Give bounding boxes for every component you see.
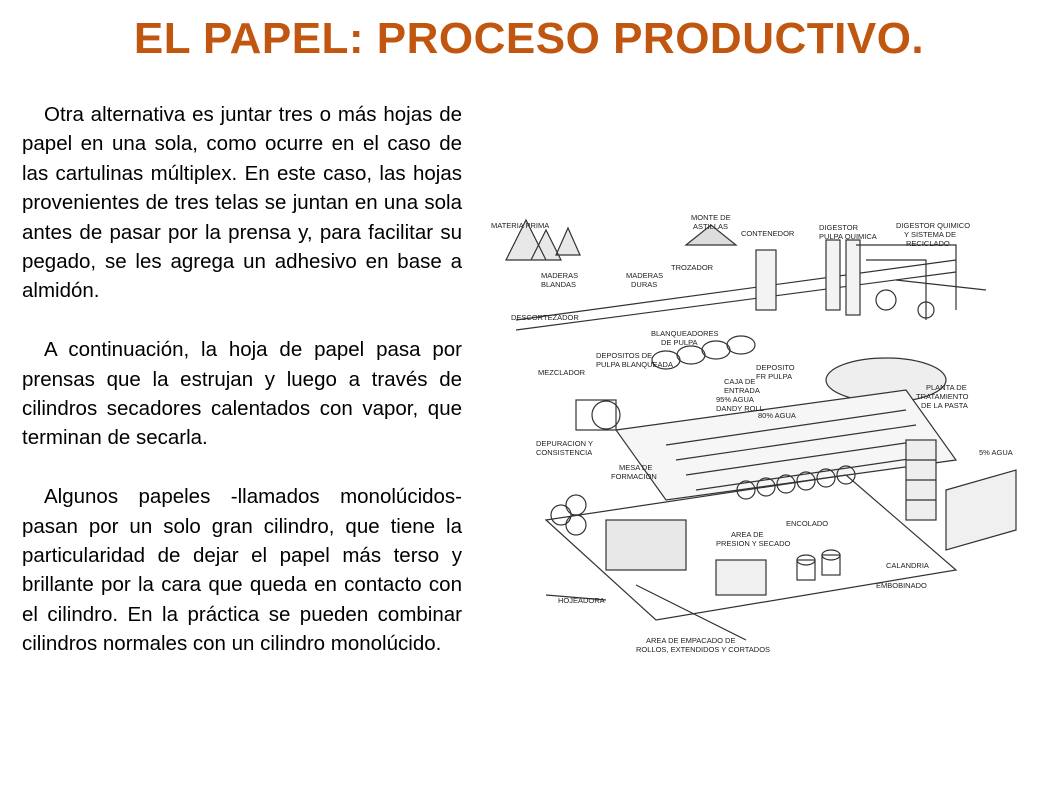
label-maderas-duras-1: MADERAS <box>626 271 664 280</box>
label-digestor-quimico-3: RECICLADO <box>906 239 950 248</box>
label-agua-5: 5% AGUA <box>979 448 1013 457</box>
label-caja-entrada-1: CAJA DE <box>724 377 756 386</box>
label-depuracion-1: DEPURACION Y <box>536 439 593 448</box>
label-area-presion-1: AREA DE <box>731 530 764 539</box>
label-monte-1: MONTE DE <box>691 213 731 222</box>
label-mezclador: MEZCLADOR <box>538 368 586 377</box>
label-maderas-blandas-1: MADERAS <box>541 271 579 280</box>
label-digestor-1: DIGESTOR <box>819 223 859 232</box>
label-planta-1: PLANTA DE <box>926 383 967 392</box>
label-trozador: TROZADOR <box>671 263 714 272</box>
label-empacado-2: ROLLOS, EXTENDIDOS Y CORTADOS <box>636 645 771 654</box>
label-blanqueadores-2: DE PULPA <box>661 338 698 347</box>
label-monte-2: ASTILLAS <box>693 222 729 231</box>
label-caja-entrada-2: ENTRADA <box>724 386 760 395</box>
label-blanqueadores-1: BLANQUEADORES <box>651 329 719 338</box>
label-calandria: CALANDRIA <box>886 561 929 570</box>
label-digestor-quimico-2: Y SISTEMA DE <box>904 230 956 239</box>
paragraph-2: A continuación, la hoja de papel pasa por prensas que la estrujan y luego a través de cilindros secadores calentados con vapor, que terminan de secarla. <box>22 338 462 450</box>
label-planta-3: DE LA PASTA <box>921 401 968 410</box>
label-hojeadora: HOJEADORA <box>558 596 605 605</box>
label-embobinado: EMBOBINADO <box>876 581 927 590</box>
label-materia-prima: MATERIA PRIMA <box>491 221 550 230</box>
label-maderas-blandas-2: BLANDAS <box>541 280 577 289</box>
label-deposito-fr-1: DEPOSITO <box>756 363 795 372</box>
label-depuracion-2: CONSISTENCIA <box>536 448 593 457</box>
label-mesa-2: FORMACION <box>611 472 657 481</box>
label-digestor-quimico-1: DIGESTOR QUIMICO <box>896 221 971 230</box>
label-maderas-duras-2: DURAS <box>631 280 658 289</box>
label-planta-2: TRATAMIENTO <box>916 392 969 401</box>
label-dandy-roll: DANDY ROLL <box>716 404 764 413</box>
label-empacado-1: AREA DE EMPACADO DE <box>646 636 736 645</box>
label-descortezador: DESCORTEZADOR <box>511 313 579 322</box>
label-depositos-pulpa-2: PULPA BLANQUEADA <box>596 360 673 369</box>
label-contenedor: CONTENEDOR <box>741 229 795 238</box>
body-text <box>22 100 462 688</box>
label-agua-80: 80% AGUA <box>758 411 796 420</box>
label-encolado: ENCOLADO <box>786 519 829 528</box>
paper-process-illustration <box>486 200 1026 670</box>
label-deposito-fr-2: FR PULPA <box>756 372 793 381</box>
label-mesa-1: MESA DE <box>619 463 653 472</box>
label-digestor-2: PULPA QUIMICA <box>819 232 877 241</box>
label-area-presion-2: PRESION Y SECADO <box>716 539 791 548</box>
paragraph-1: Otra alternativa es juntar tres o más hojas de papel en una sola, como ocurre en el caso de las cartulinas múltiplex. En este caso, las hojas provenientes de tres telas se juntan en una sola antes de pasar por la prensa y, para facilitar su pegado, se les agrega un adhesivo en base a almidón. <box>22 103 462 303</box>
paragraph-3: Algunos papeles -llamados monolúcidos- pasan por un solo gran cilindro, que tiene la particularidad de dejar el papel más terso y brillante por la cara que queda en contacto con el cilindro. En la práctica se pueden combinar cilindros normales con un cilindro monolúcido. <box>22 485 462 656</box>
label-depositos-pulpa-1: DEPOSITOS DE <box>596 351 653 360</box>
slide-title: EL PAPEL: PROCESO PRODUCTIVO. <box>133 14 925 63</box>
label-agua-95: 95% AGUA <box>716 395 754 404</box>
paper-process-diagram <box>486 200 1026 670</box>
